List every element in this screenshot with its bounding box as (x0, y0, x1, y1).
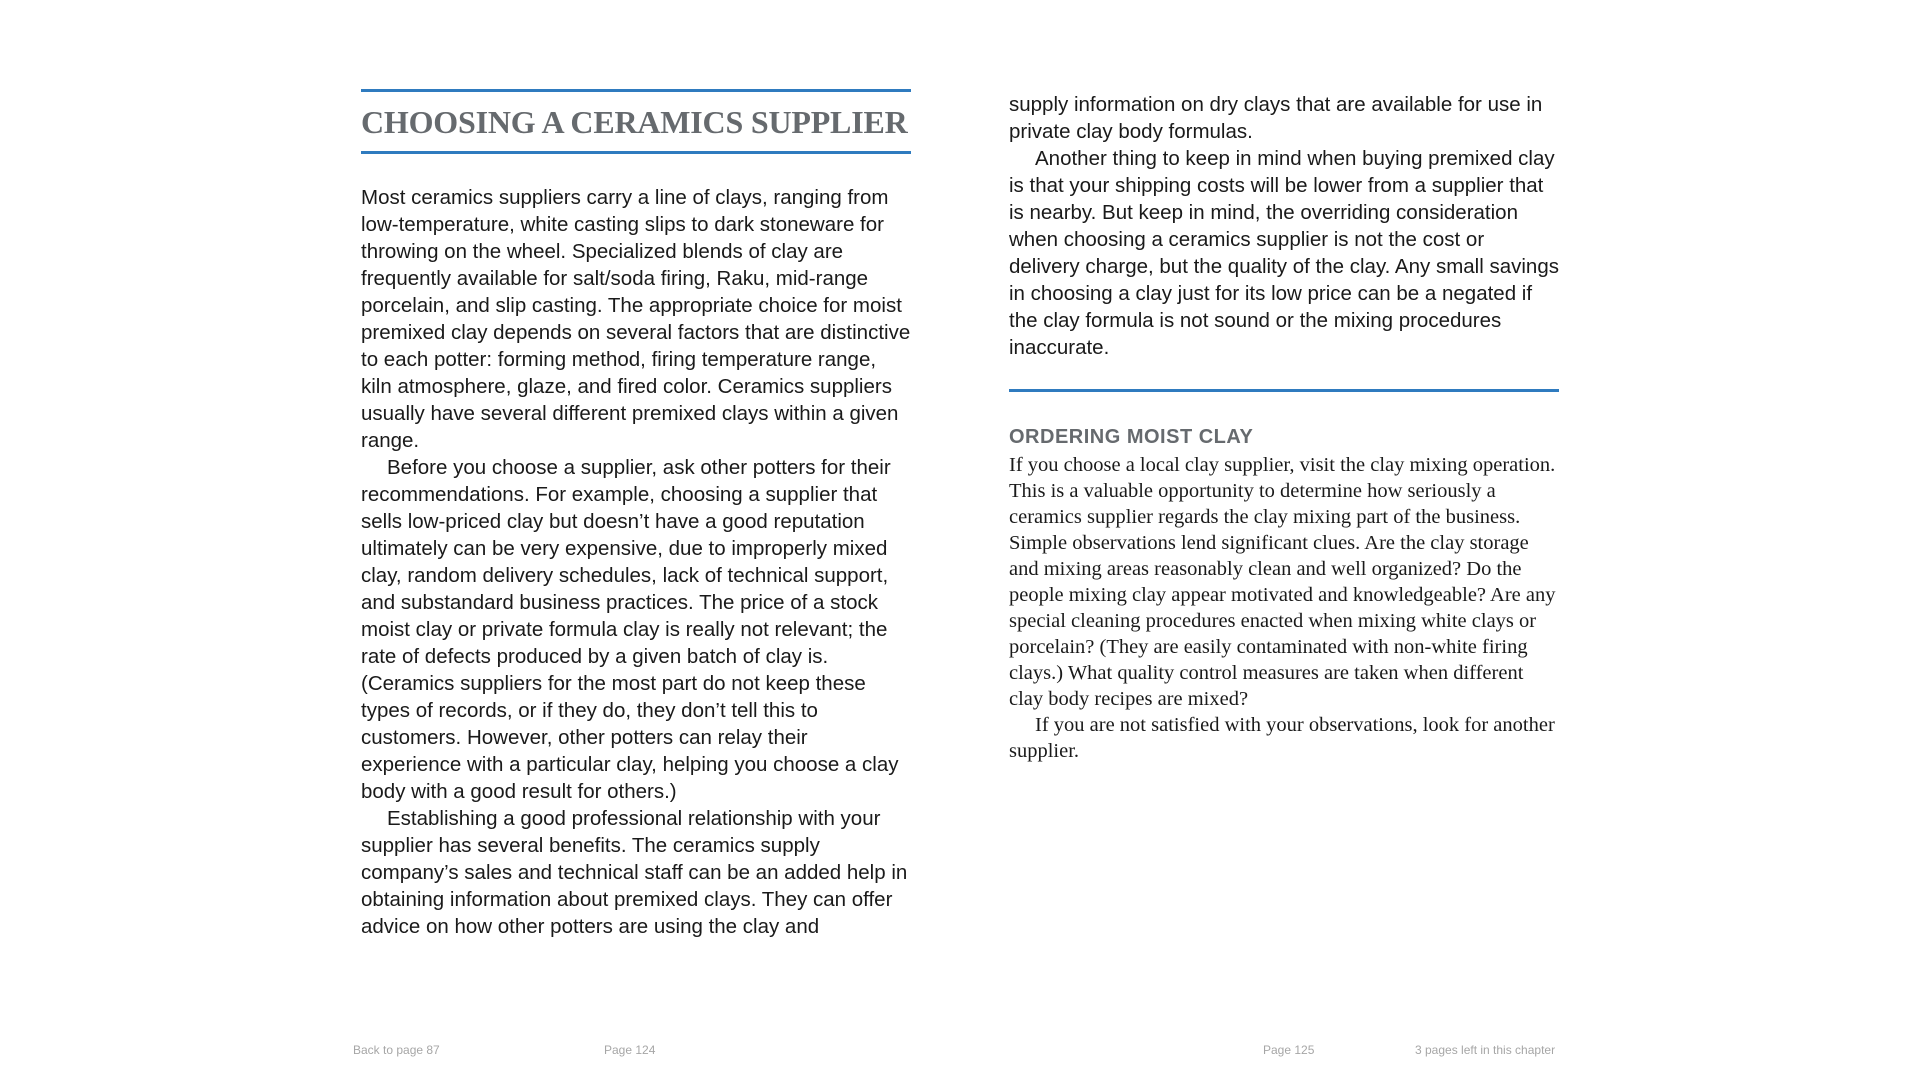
body-paragraph: Establishing a good professional relationship with your supplier has several benefits. The ceramics supply company’s sales and technical staff can be an added help in obtaining information about premixed clays. They can offer advice on how other potters are using the clay and (361, 807, 908, 938)
chapter-title: CHOOSING A CERAMICS SUPPLIER (361, 104, 908, 140)
body-paragraph: Another thing to keep in mind when buying premixed clay is that your shipping costs will be lower from a supplier that is nearby. But keep in mind, the overriding consideration when choosing a ceramics supplier is not the cost or delivery charge, but the quality of the clay. Any small savings in choosing a clay just for its low price can be a negated if the clay formula is not sound or the mixing procedures inaccurate. (1009, 147, 1559, 359)
chapter-title-block (361, 89, 911, 154)
back-to-page-link[interactable]: Back to page 87 (353, 1043, 440, 1057)
left-page-number: Page 124 (604, 1043, 656, 1057)
pages-left-indicator: 3 pages left in this chapter (1415, 1043, 1556, 1057)
right-page (1009, 0, 1559, 764)
left-page (361, 0, 911, 940)
continued-paragraph: supply information on dry clays that are available for use in private clay body formulas. (1009, 93, 1543, 143)
body-paragraph: Before you choose a supplier, ask other potters for their recommendations. For example, choosing a supplier that sells low-priced clay but doesn’t have a good reputation ultimately can be very expensive, due to improperly mixed clay, random delivery schedules, lack of technical support, and substandard business practices. The price of a stock moist clay or private formula clay is really not relevant; the rate of defects produced by a given batch of clay is. (Ceramics suppliers for the most part do not keep these types of records, or if they do, they don’t tell this to customers. However, other potters can relay their experience with a particular clay, helping you choose a clay body with a good result for others.) (361, 456, 899, 803)
section-paragraph: If you choose a local clay supplier, visit the clay mixing operation. This is a valuable opportunity to determine how seriously a ceramics supplier regards the clay mixing part of the business. Simple observations lend significant clues. Are the clay storage and mixing areas reasonably clean and well organized? Do the people mixing clay appear motivated and knowledgeable? Are any special cleaning procedures enacted when mixing white clays or porcelain? (They are easily contaminated with non-white firing clays.) What quality control measures are taken when different clay body recipes are mixed? (1009, 454, 1556, 710)
right-page-number: Page 125 (1263, 1043, 1315, 1057)
section-heading: ORDERING MOIST CLAY (1009, 426, 1254, 448)
section-divider (1009, 389, 1559, 392)
body-paragraph: Most ceramics suppliers carry a line of clays, ranging from low-temperature, white casting slips to dark stoneware for throwing on the wheel. Specialized blends of clay are frequently available for salt/soda firing, Raku, mid-range porcelain, and slip casting. The appropriate choice for moist premixed clay depends on several factors that are distinctive to each potter: forming method, firing temperature range, kiln atmosphere, glaze, and fired color. Ceramics suppliers usually have several different premixed clays within a given range. (361, 186, 911, 452)
section-paragraph: If you are not satisfied with your observations, look for another supplier. (1009, 714, 1555, 762)
